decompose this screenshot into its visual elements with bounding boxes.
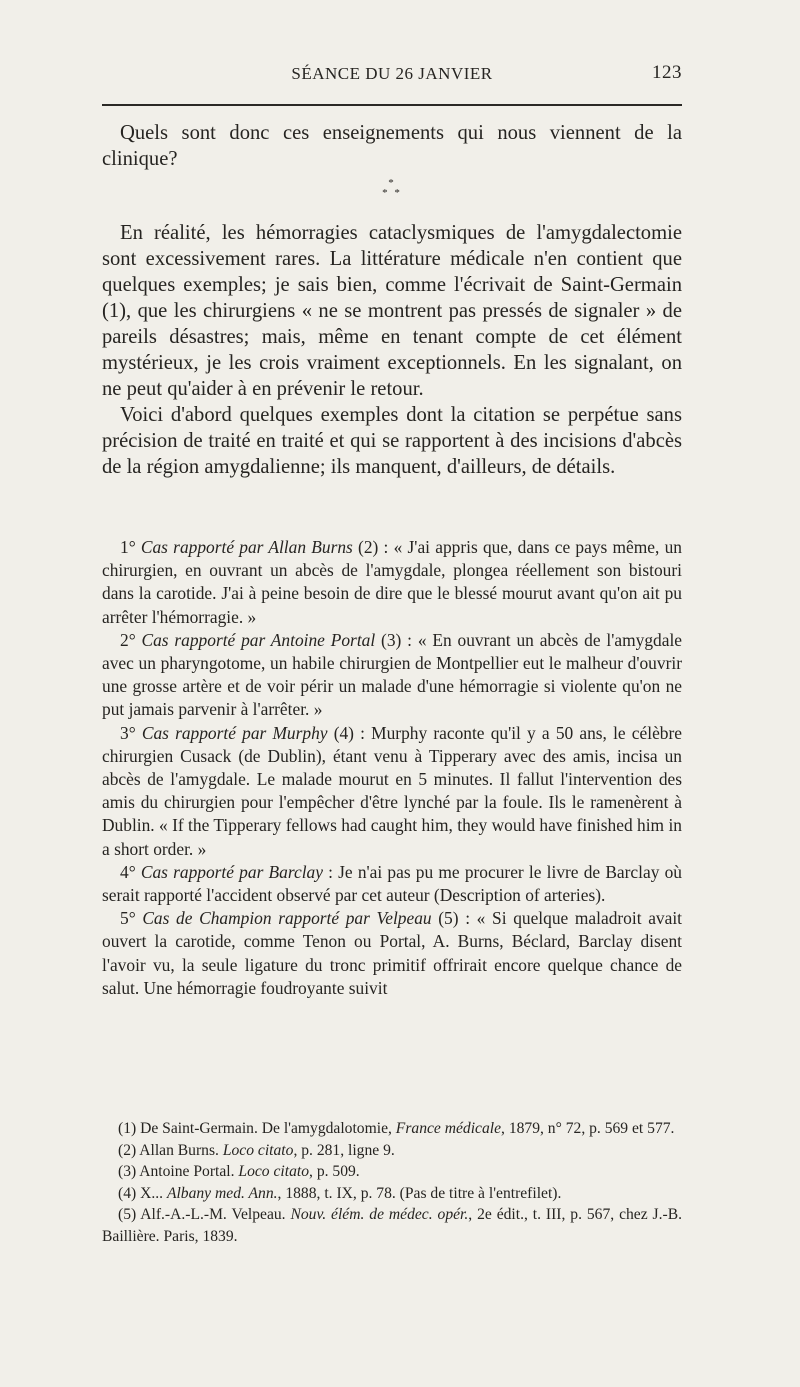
asterism-bottom: * * bbox=[382, 187, 402, 199]
footnote bbox=[102, 1204, 682, 1247]
asterism-top: * bbox=[388, 177, 396, 189]
main-text bbox=[102, 120, 682, 480]
case-text: (2) : « J'ai appris que, dans ce pays même, un chirurgien, en ouvrant un abcès de l'amygdale, plongea réellement son bistouri dans la carotide. J'ai à peine besoin de dire que le blessé mourut avant qu'on ait pu arrêter l'hémorragie. » bbox=[102, 537, 682, 627]
case-number: 2° bbox=[120, 629, 136, 650]
case-item bbox=[102, 907, 682, 1000]
header-rule bbox=[102, 104, 682, 106]
case-item bbox=[102, 722, 682, 861]
footnote-text: (4) X... bbox=[118, 1184, 167, 1202]
case-title: Cas rapporté par Barclay bbox=[140, 861, 323, 882]
case-number: 4° bbox=[120, 861, 136, 882]
page-number: 123 bbox=[652, 62, 682, 83]
footnote-text: (5) Alf.-A.-L.-M. Velpeau. bbox=[118, 1206, 291, 1223]
footnote-source: France médicale bbox=[395, 1120, 502, 1137]
case-number: 1° bbox=[120, 537, 136, 557]
footnote-ref: , 1888, t. IX, p. 78. (Pas de titre à l'entrefilet). bbox=[277, 1184, 562, 1202]
paragraph-reality: En réalité, les hémorragies cataclysmiques de l'amygdalectomie sont excessivement rares. La littérature médicale n'en contient que quelques exemples; je sais bien, comme l'écrivait de Saint-Germain (1), que les chirurgiens « ne se montrent pas pressés de signaler » de pareils désastres; mais, même en tenant compte de cet élément mystérieux, je les crois vraiment exceptionnels. En les signalant, on ne peut qu'aider à en prévenir le retour. bbox=[102, 222, 682, 400]
case-text: : Je n'ai pas pu me procurer le livre de Barclay où serait rapporté l'accident observé par cet auteur (Description of arteries). bbox=[102, 861, 682, 906]
footnote-ref: , p. 281, ligne 9. bbox=[293, 1141, 395, 1159]
footnote bbox=[102, 1183, 682, 1205]
running-title: SÉANCE DU 26 JANVIER bbox=[291, 64, 493, 83]
footnote-source: Loco citato bbox=[222, 1141, 294, 1159]
paragraph-question: Quels sont donc ces enseignements qui nous viennent de la clinique? bbox=[102, 122, 682, 170]
footnotes bbox=[102, 1118, 682, 1247]
footnote bbox=[102, 1140, 682, 1162]
case-number: 5° bbox=[120, 908, 136, 929]
footnote bbox=[102, 1118, 682, 1140]
case-text: (5) : « Si quelque maladroit avait ouvert la carotide, comme Tenon ou Portal, A. Burns, Béclard, Barclay disent l'avoir vu, la seule ligature du tronc primitif offrirait encore quelque chance de salut. Une hémorragie foudroyante suivit bbox=[102, 908, 682, 998]
case-item bbox=[102, 629, 682, 722]
footnote-text: (3) Antoine Portal. bbox=[118, 1163, 239, 1180]
case-title: Cas rapporté par Murphy bbox=[141, 722, 328, 743]
footnote-text: (1) De Saint-Germain. De l'amygdalotomie, bbox=[118, 1120, 396, 1137]
footnote-ref: , p. 509. bbox=[309, 1163, 360, 1180]
footnote-source: Loco citato bbox=[238, 1163, 310, 1180]
footnote-text: (2) Allan Burns. bbox=[118, 1141, 223, 1159]
case-text: (4) : Murphy raconte qu'il y a 50 ans, le célèbre chirurgien Cusack (de Dublin), étant venu à Tipperary avec des amis, incisa un abcès de l'amygdale. Le malade mourut en 5 minutes. Il fallut l'intervention des amis du chirurgien pour l'empêcher d'être lynché par la foule. Ils le ramenèrent à Dublin. « If the Tipperary fellows had caught him, they would have finished him in a short order. » bbox=[102, 722, 682, 859]
case-number: 3° bbox=[120, 722, 136, 743]
paragraph-examples: Voici d'abord quelques exemples dont la citation se perpétue sans précision de traité en traité et qui se rapportent à des incisions d'abcès de la région amygdalienne; ils manquent, d'ailleurs, de détails. bbox=[102, 404, 682, 478]
asterism-divider bbox=[102, 178, 682, 198]
footnote-source: Nouv. élém. de médec. opér. bbox=[290, 1206, 469, 1223]
case-title: Cas de Champion rapporté par Velpeau bbox=[142, 908, 432, 929]
footnote-ref: , 1879, n° 72, p. 569 et 577. bbox=[501, 1120, 675, 1137]
case-title: Cas rapporté par Antoine Portal bbox=[141, 629, 376, 650]
case-title: Cas rapporté par Allan Burns bbox=[140, 537, 353, 557]
page-header bbox=[102, 60, 682, 90]
footnote-source: Albany med. Ann. bbox=[166, 1184, 278, 1202]
case-text: (3) : « En ouvrant un abcès de l'amygdale avec un pharyngotome, un habile chirurgien de Montpellier eut le malheur d'ouvrir une grosse artère et de voir périr un malade d'une hémorragie si violente qu'on ne put jamais parvenir à l'arrêter. » bbox=[102, 629, 682, 720]
case-item bbox=[102, 861, 682, 907]
case-list bbox=[102, 536, 682, 1000]
case-item bbox=[102, 536, 682, 629]
footnote-ref: , 2e édit., t. III, p. 567, chez J.-B. Baillière. Paris, 1839. bbox=[102, 1206, 683, 1245]
footnote bbox=[102, 1161, 682, 1183]
